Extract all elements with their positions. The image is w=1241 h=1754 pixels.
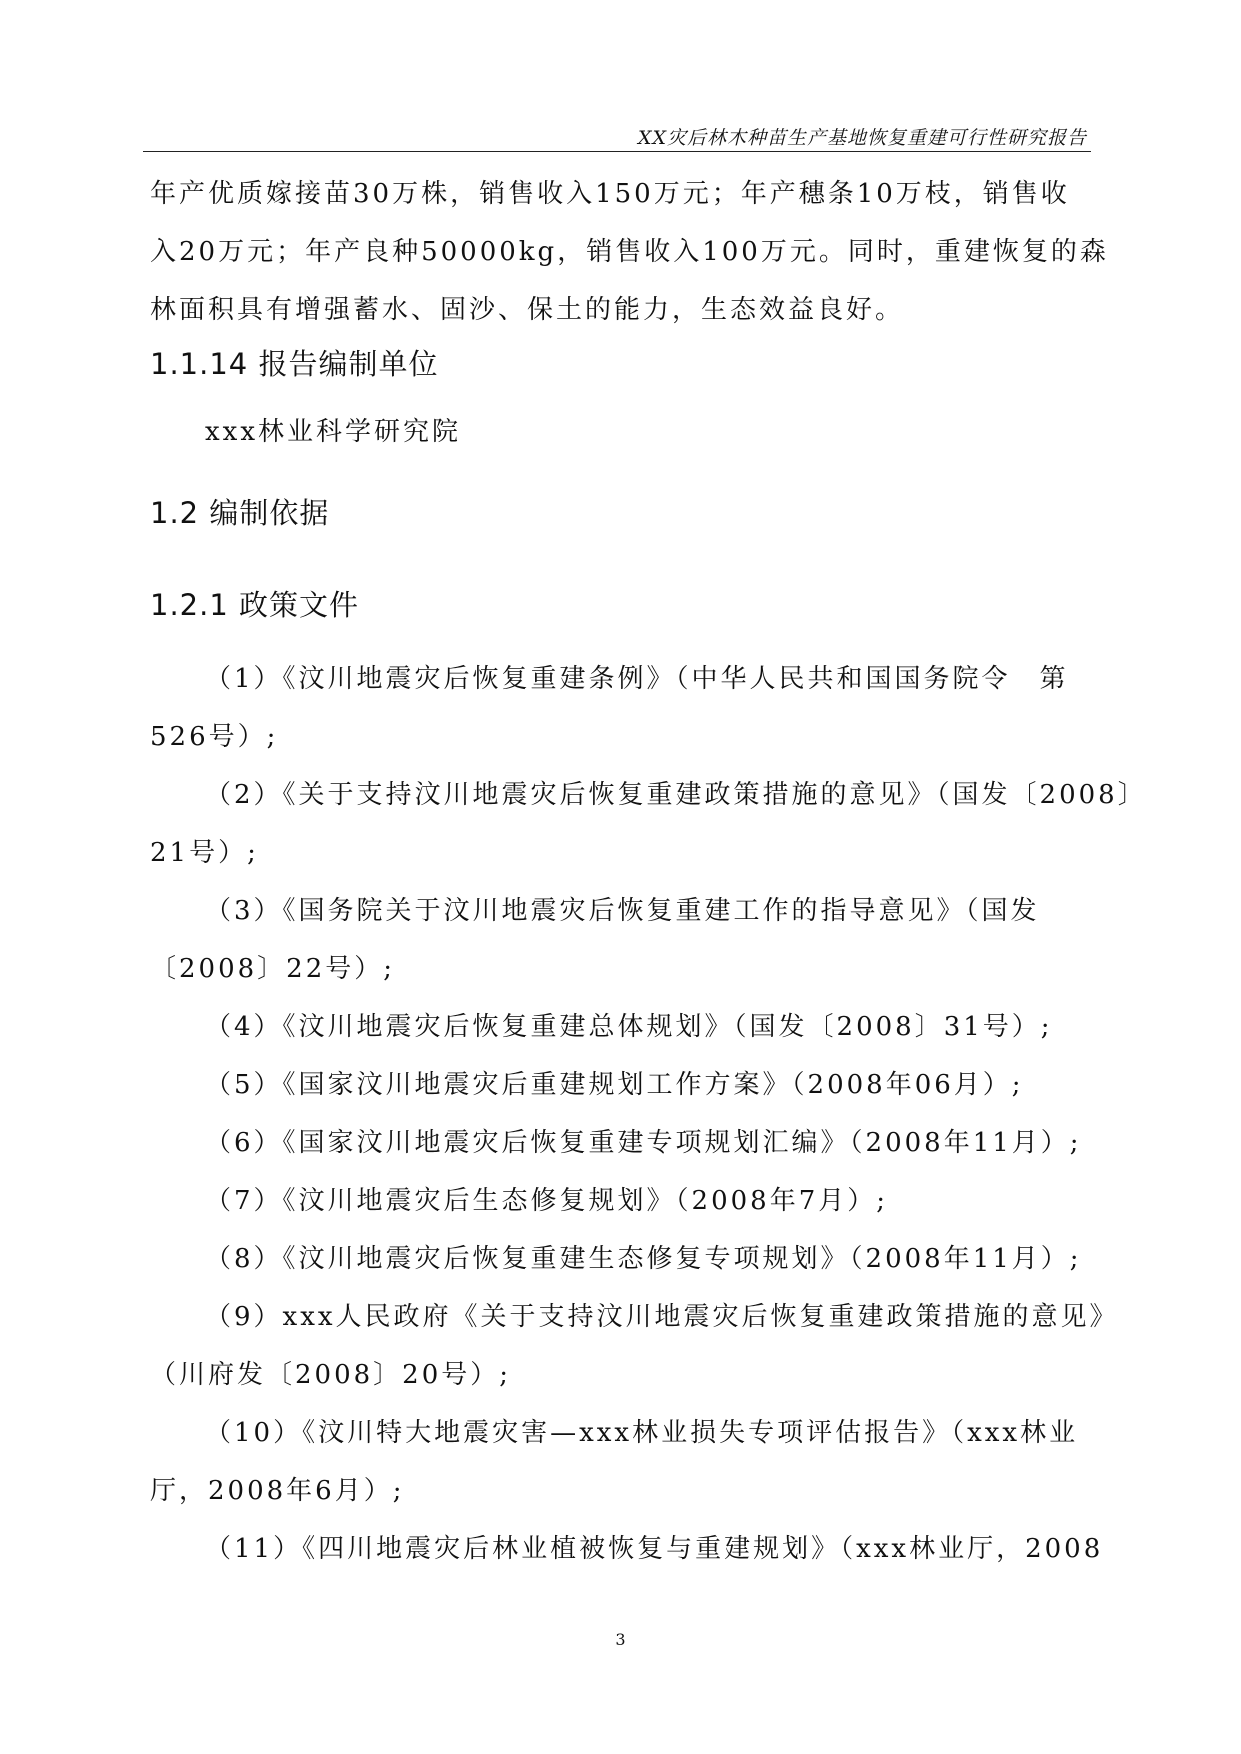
section-heading-1-1-14: 1.1.14 报告编制单位 <box>150 347 439 381</box>
paragraph-line: 入20万元；年产良种50000kg，销售收入100万元。同时，重建恢复的森 <box>150 237 1109 267</box>
list-item: （4）《汶川地震灾后恢复重建总体规划》（国发〔2008〕31号）; <box>205 1012 1053 1042</box>
list-item: （2）《关于支持汶川地震灾后恢复重建政策措施的意见》（国发〔2008〕 <box>205 780 1147 810</box>
list-item: （8）《汶川地震灾后恢复重建生态修复专项规划》（2008年11月）; <box>205 1244 1082 1274</box>
paragraph-line: 年产优质嫁接苗30万株，销售收入150万元；年产穗条10万枝，销售收 <box>150 179 1070 209</box>
header-rule <box>143 151 1091 152</box>
list-item-continuation: 〔2008〕22号）; <box>150 954 396 984</box>
list-item: （7）《汶川地震灾后生态修复规划》（2008年7月）; <box>205 1186 889 1216</box>
section-heading-1-2: 1.2 编制依据 <box>150 496 330 530</box>
list-item-continuation: 526号）; <box>150 722 279 752</box>
list-item: （5）《国家汶川地震灾后重建规划工作方案》（2008年06月）; <box>205 1070 1024 1100</box>
list-item: （9）xxx人民政府《关于支持汶川地震灾后恢复重建政策措施的意见》 <box>205 1302 1119 1332</box>
list-item: （1）《汶川地震灾后恢复重建条例》（中华人民共和国国务院令 第 <box>205 664 1069 694</box>
header-title: XX灾后林木种苗生产基地恢复重建可行性研究报告 <box>637 127 1087 149</box>
list-item: （6）《国家汶川地震灾后恢复重建专项规划汇编》（2008年11月）; <box>205 1128 1082 1158</box>
list-item: （3）《国务院关于汶川地震灾后恢复重建工作的指导意见》（国发 <box>205 896 1040 926</box>
list-item: （11）《四川地震灾后林业植被恢复与重建规划》（xxx林业厅，2008 <box>205 1534 1104 1564</box>
list-item-continuation: 厅，2008年6月）; <box>150 1476 405 1506</box>
list-item-continuation: （川府发〔2008〕20号）; <box>150 1360 512 1390</box>
paragraph-line: 林面积具有增强蓄水、固沙、保土的能力，生态效益良好。 <box>150 295 905 325</box>
organization-name: xxx林业科学研究院 <box>205 417 461 447</box>
page-number: 3 <box>615 1630 626 1649</box>
list-item: （10）《汶川特大地震灾害—xxx林业损失专项评估报告》（xxx林业 <box>205 1418 1079 1448</box>
list-item-continuation: 21号）; <box>150 838 259 868</box>
section-heading-1-2-1: 1.2.1 政策文件 <box>150 588 360 622</box>
